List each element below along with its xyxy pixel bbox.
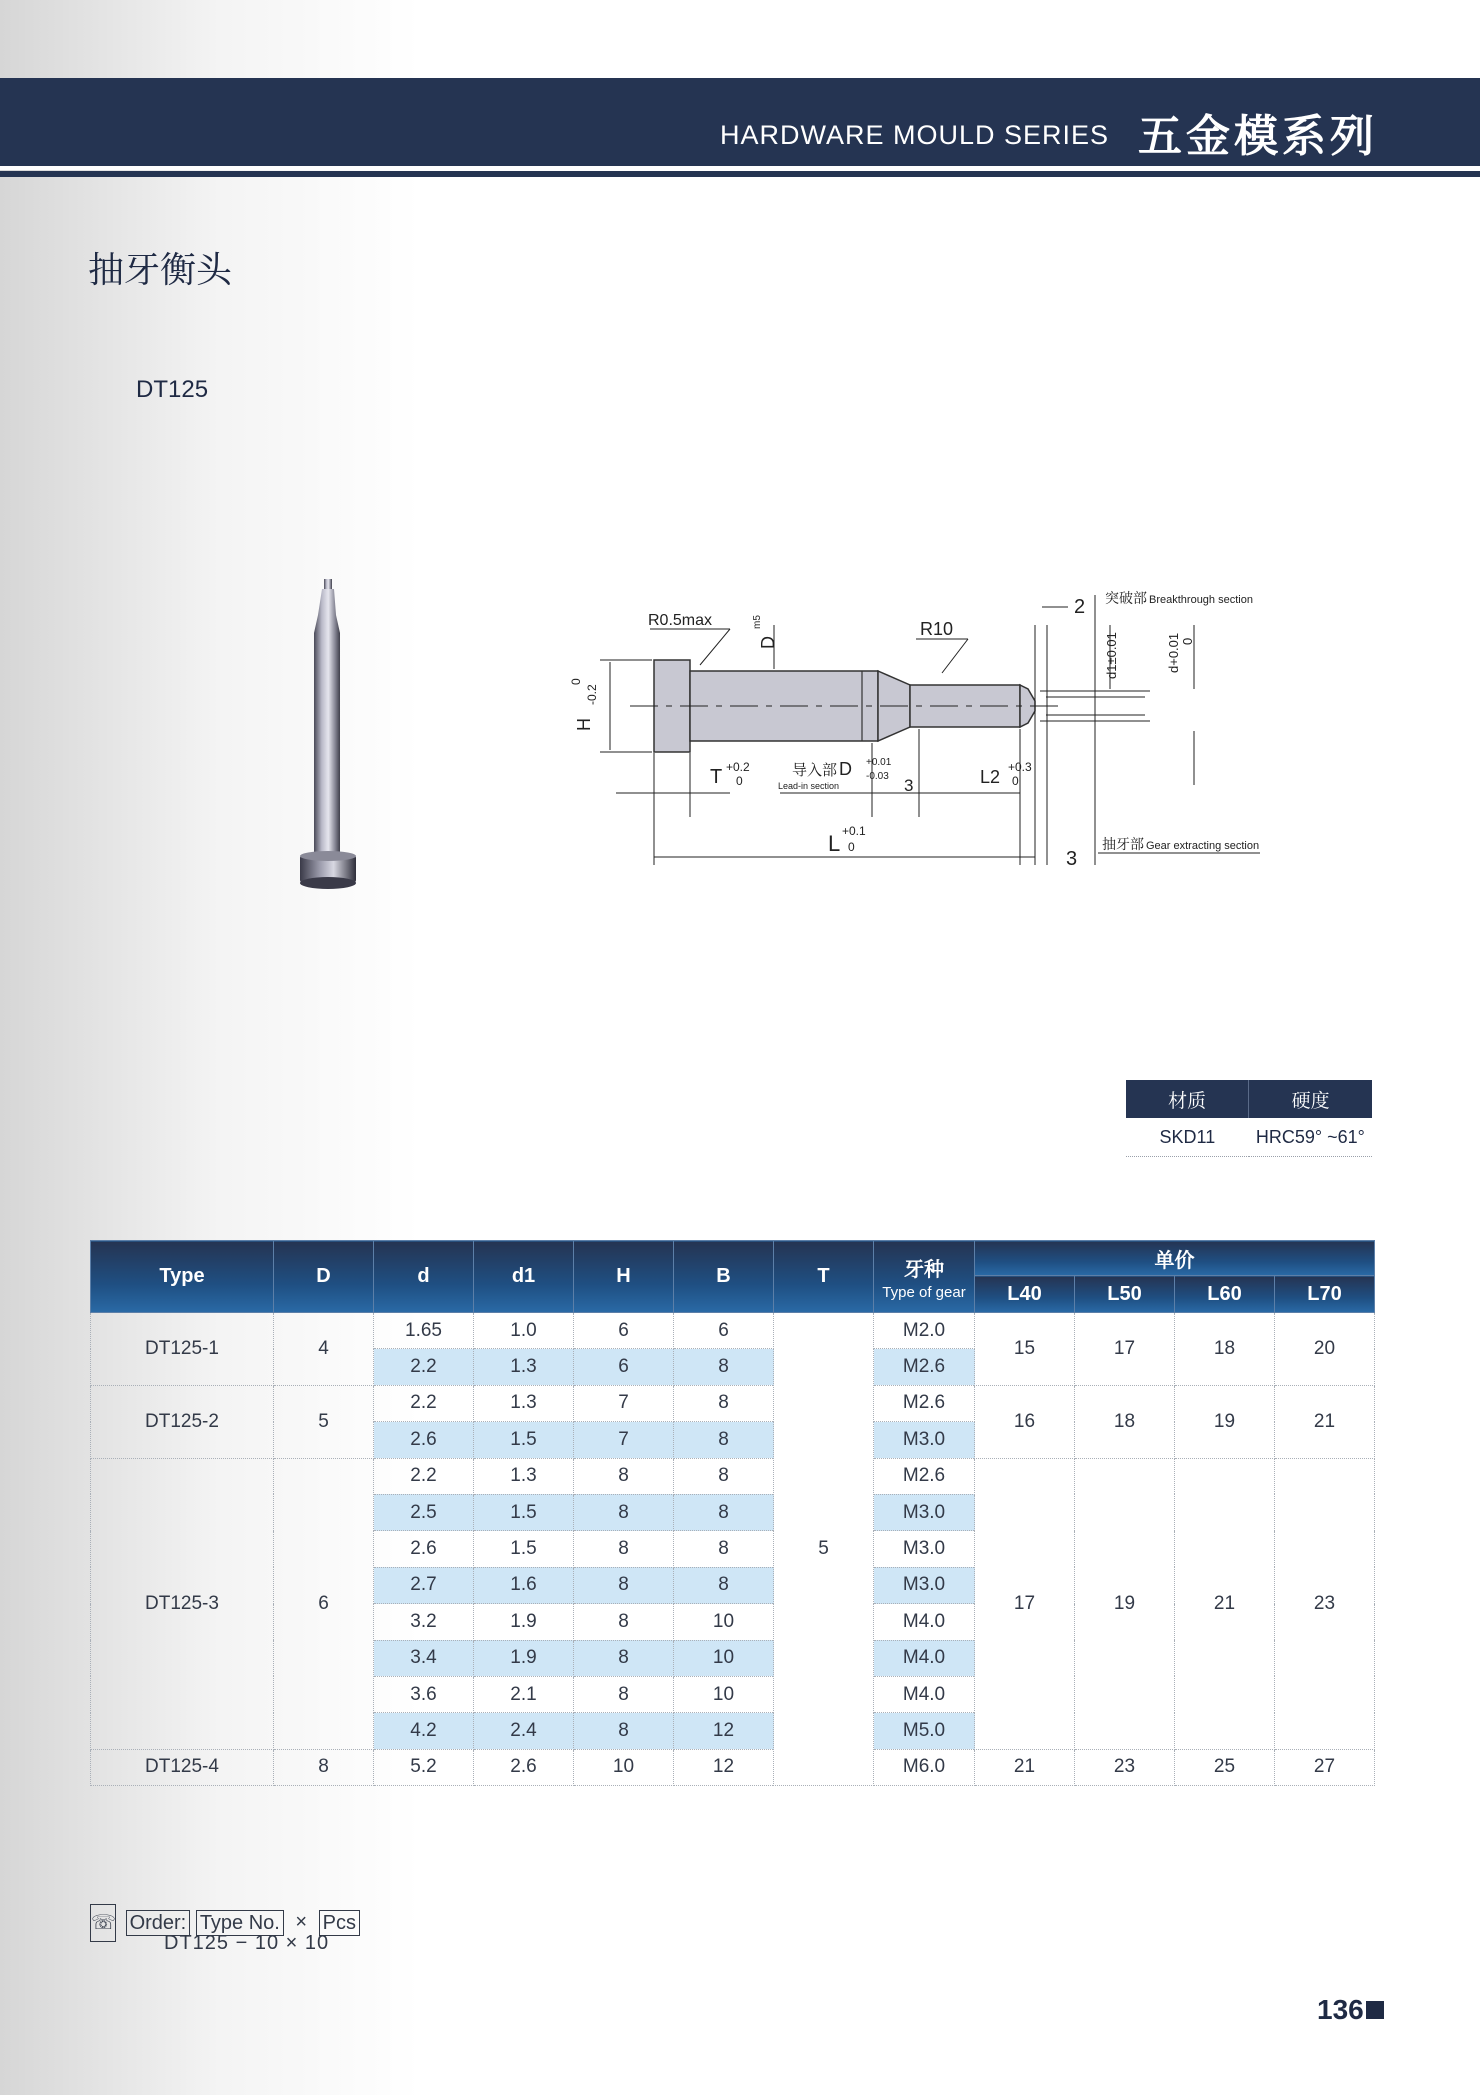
H-cell: 6 xyxy=(574,1349,674,1385)
col-d1: d1 xyxy=(474,1241,574,1313)
order-times: × xyxy=(295,1911,308,1934)
gear-cell: M3.0 xyxy=(874,1531,975,1567)
page-number-text: 136 xyxy=(1317,1994,1364,2025)
col-type: Type xyxy=(91,1241,274,1313)
type-cell: DT125-1 xyxy=(91,1313,274,1386)
d-cell: 3.2 xyxy=(374,1604,474,1640)
col-H: H xyxy=(574,1241,674,1313)
lead-in-tol-upper: +0.01 xyxy=(866,757,892,768)
page-title: 抽牙衡头 xyxy=(88,250,233,291)
price-L40: 15 xyxy=(975,1313,1075,1386)
l-tol-lower: 0 xyxy=(848,840,855,854)
price-L70: 27 xyxy=(1275,1749,1375,1785)
r10-label: R10 xyxy=(920,619,954,639)
table-row xyxy=(91,1385,1375,1421)
B-cell: 8 xyxy=(674,1349,774,1385)
col-L40: L40 xyxy=(975,1276,1075,1313)
dim-3b-label: 3 xyxy=(1066,848,1078,870)
d1-tolerance: d1±0.01 xyxy=(1104,632,1119,679)
l-tol-upper: +0.1 xyxy=(842,824,866,838)
hardness-header: 硬度 xyxy=(1249,1080,1372,1118)
d1-cell: 2.6 xyxy=(474,1749,574,1785)
page-marker-icon xyxy=(1366,2001,1384,2019)
gear-cell: M3.0 xyxy=(874,1494,975,1530)
gear-cell: M3.0 xyxy=(874,1422,975,1458)
B-cell: 8 xyxy=(674,1422,774,1458)
d-tolerance-label: d+0.01 xyxy=(1166,632,1181,673)
order-pcs: Pcs xyxy=(319,1910,360,1936)
gear-cell: M4.0 xyxy=(874,1676,975,1712)
t-tolerance-lower: 0 xyxy=(736,774,743,788)
header-divider xyxy=(0,166,1480,170)
table-row xyxy=(91,1313,1375,1349)
price-L40: 21 xyxy=(975,1749,1075,1785)
r-max-label: R0.5max xyxy=(648,612,713,629)
price-L50: 19 xyxy=(1075,1458,1175,1749)
D-cell: 8 xyxy=(274,1749,374,1785)
spec-table xyxy=(90,1240,1375,1786)
d1-cell: 1.0 xyxy=(474,1313,574,1349)
col-gear xyxy=(874,1241,975,1313)
D-cell: 6 xyxy=(274,1458,374,1749)
B-cell: 8 xyxy=(674,1385,774,1421)
order-type-no: Type No. xyxy=(196,1910,284,1936)
dim-3a-label: 3 xyxy=(904,776,914,795)
price-L60: 18 xyxy=(1175,1313,1275,1386)
H-cell: 7 xyxy=(574,1385,674,1421)
h-tolerance-lower: -0.2 xyxy=(585,684,599,705)
H-cell: 8 xyxy=(574,1676,674,1712)
B-cell: 12 xyxy=(674,1749,774,1785)
lead-in-label: 导入部 D xyxy=(792,759,853,779)
col-L50: L50 xyxy=(1075,1276,1175,1313)
d-cell: 5.2 xyxy=(374,1749,474,1785)
d1-cell: 1.9 xyxy=(474,1640,574,1676)
col-gear-en: Type of gear xyxy=(882,1283,966,1301)
l-label: L xyxy=(828,831,841,856)
B-cell: 8 xyxy=(674,1494,774,1530)
price-L70: 20 xyxy=(1275,1313,1375,1386)
col-price: 单价 xyxy=(975,1241,1375,1276)
gear-cell: M2.6 xyxy=(874,1458,975,1494)
series-title-en: HARDWARE MOULD SERIES xyxy=(720,120,1110,150)
d1-cell: 2.1 xyxy=(474,1676,574,1712)
d-cell: 2.2 xyxy=(374,1458,474,1494)
h-tolerance: 0 xyxy=(569,678,583,685)
material-header: 材质 xyxy=(1126,1080,1249,1118)
d-cell: 1.65 xyxy=(374,1313,474,1349)
price-L50: 23 xyxy=(1075,1749,1175,1785)
T-cell: 5 xyxy=(774,1313,874,1786)
B-cell: 8 xyxy=(674,1458,774,1494)
gear-cell: M3.0 xyxy=(874,1567,975,1603)
d-cell: 3.6 xyxy=(374,1676,474,1712)
breakthrough-label: 突破部 Breakthrough section xyxy=(1105,590,1253,606)
gear-cell: M5.0 xyxy=(874,1713,975,1749)
col-d: d xyxy=(374,1241,474,1313)
d1-cell: 1.9 xyxy=(474,1604,574,1640)
header-underline xyxy=(0,171,1480,177)
price-L60: 21 xyxy=(1175,1458,1275,1749)
col-L70: L70 xyxy=(1275,1276,1375,1313)
d1-cell: 1.3 xyxy=(474,1349,574,1385)
d-cell: 2.2 xyxy=(374,1349,474,1385)
col-L60: L60 xyxy=(1175,1276,1275,1313)
B-cell: 12 xyxy=(674,1713,774,1749)
lead-in-tol-lower: -0.03 xyxy=(866,771,889,782)
price-L50: 18 xyxy=(1075,1385,1175,1458)
punch-photo xyxy=(290,575,400,905)
H-cell: 8 xyxy=(574,1713,674,1749)
table-row xyxy=(91,1458,1375,1494)
price-L40: 17 xyxy=(975,1458,1075,1749)
price-L60: 19 xyxy=(1175,1385,1275,1458)
B-cell: 10 xyxy=(674,1640,774,1676)
phone-icon: ☏ xyxy=(90,1904,116,1942)
d1-cell: 1.5 xyxy=(474,1531,574,1567)
d-cell: 2.6 xyxy=(374,1531,474,1567)
dim-2-label: 2 xyxy=(1074,596,1086,618)
gear-cell: M2.6 xyxy=(874,1385,975,1421)
B-cell: 10 xyxy=(674,1676,774,1712)
B-cell: 8 xyxy=(674,1567,774,1603)
series-title-cn: 五金模系列 xyxy=(1138,111,1378,162)
gear-cell: M6.0 xyxy=(874,1749,975,1785)
gear-cell: M2.0 xyxy=(874,1313,975,1349)
d-cell: 4.2 xyxy=(374,1713,474,1749)
d1-cell: 1.6 xyxy=(474,1567,574,1603)
table-row xyxy=(91,1749,1375,1785)
d-label: D xyxy=(758,636,778,649)
t-label: T xyxy=(710,766,723,788)
d-cell: 2.2 xyxy=(374,1385,474,1421)
D-cell: 5 xyxy=(274,1385,374,1458)
l2-label: L2 xyxy=(980,767,1001,787)
H-cell: 7 xyxy=(574,1422,674,1458)
d1-cell: 2.4 xyxy=(474,1713,574,1749)
t-tolerance-upper: +0.2 xyxy=(726,760,750,774)
type-cell: DT125-2 xyxy=(91,1385,274,1458)
l2-tol-upper: +0.3 xyxy=(1008,760,1032,774)
col-T: T xyxy=(774,1241,874,1313)
d-tolerance: m5 xyxy=(752,615,763,629)
order-example: DT125 − 10 × 10 xyxy=(164,1932,330,1954)
col-D: D xyxy=(274,1241,374,1313)
H-cell: 8 xyxy=(574,1567,674,1603)
col-gear-cn: 牙种 xyxy=(904,1258,944,1281)
d-cell: 2.5 xyxy=(374,1494,474,1530)
D-cell: 4 xyxy=(274,1313,374,1386)
price-L60: 25 xyxy=(1175,1749,1275,1785)
d-tolerance-zero: 0 xyxy=(1180,637,1195,645)
B-cell: 8 xyxy=(674,1531,774,1567)
gear-cell: M4.0 xyxy=(874,1640,975,1676)
d1-cell: 1.3 xyxy=(474,1385,574,1421)
d-cell: 2.6 xyxy=(374,1422,474,1458)
d-cell: 3.4 xyxy=(374,1640,474,1676)
material-table xyxy=(1126,1080,1372,1157)
model-code: DT125 xyxy=(136,376,209,403)
l2-tol-lower: 0 xyxy=(1012,774,1019,788)
H-cell: 8 xyxy=(574,1640,674,1676)
hardness-value: HRC59° ~61° xyxy=(1249,1118,1372,1157)
H-cell: 8 xyxy=(574,1494,674,1530)
d-cell: 2.7 xyxy=(374,1567,474,1603)
price-L70: 23 xyxy=(1275,1458,1375,1749)
price-L40: 16 xyxy=(975,1385,1075,1458)
B-cell: 6 xyxy=(674,1313,774,1349)
material-value: SKD11 xyxy=(1126,1118,1249,1157)
H-cell: 10 xyxy=(574,1749,674,1785)
d1-cell: 1.5 xyxy=(474,1494,574,1530)
order-label: Order: xyxy=(126,1910,191,1936)
gear-cell: M2.6 xyxy=(874,1349,975,1385)
type-cell: DT125-4 xyxy=(91,1749,274,1785)
H-cell: 8 xyxy=(574,1458,674,1494)
gear-extract-label: 抽牙部 Gear extracting section xyxy=(1102,836,1260,852)
price-L70: 21 xyxy=(1275,1385,1375,1458)
type-cell: DT125-3 xyxy=(91,1458,274,1749)
page-number xyxy=(1317,1994,1384,2026)
B-cell: 10 xyxy=(674,1604,774,1640)
H-cell: 6 xyxy=(574,1313,674,1349)
technical-drawing xyxy=(560,585,1320,895)
H-cell: 8 xyxy=(574,1531,674,1567)
d1-cell: 1.5 xyxy=(474,1422,574,1458)
price-L50: 17 xyxy=(1075,1313,1175,1386)
gear-cell: M4.0 xyxy=(874,1604,975,1640)
h-label: H xyxy=(574,718,594,731)
lead-in-en: Lead-in section xyxy=(778,781,840,791)
d1-cell: 1.3 xyxy=(474,1458,574,1494)
col-B: B xyxy=(674,1241,774,1313)
H-cell: 8 xyxy=(574,1604,674,1640)
